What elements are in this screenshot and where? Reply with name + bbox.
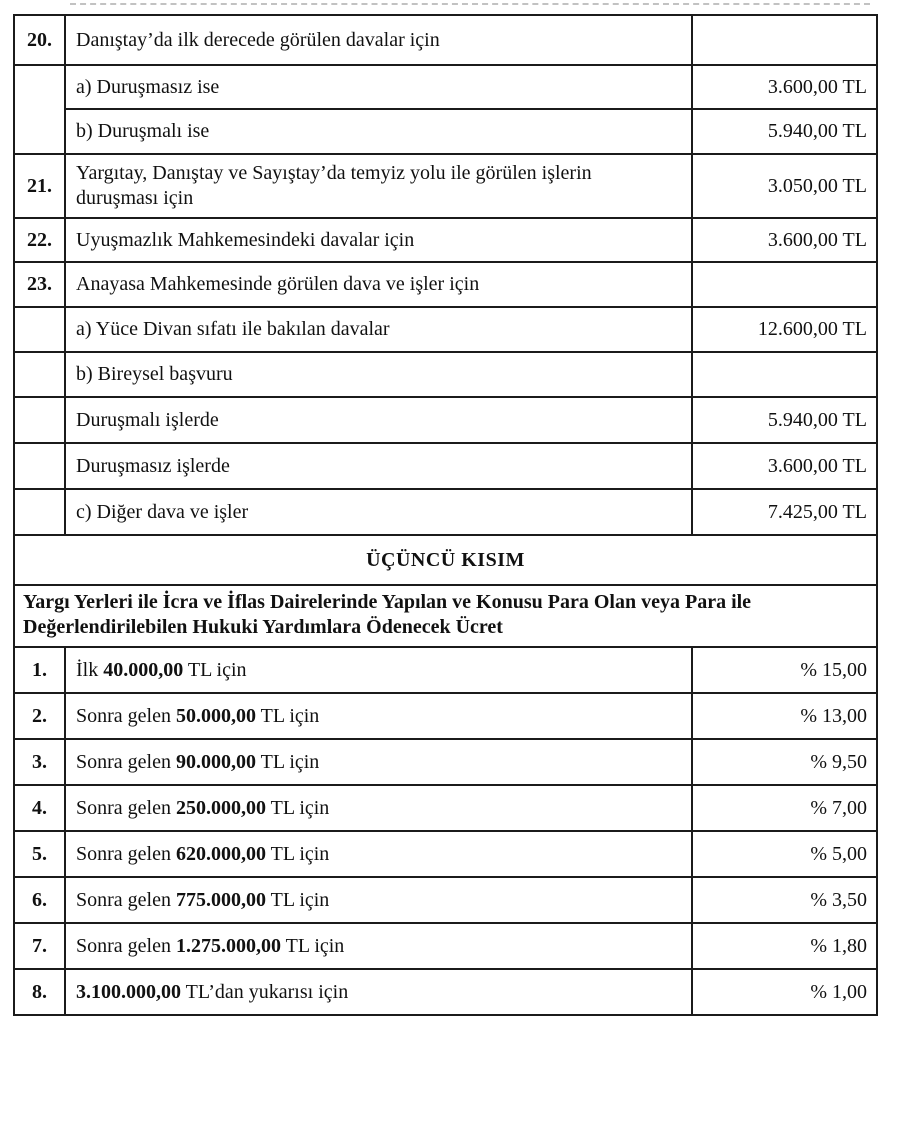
fee-row-20 <box>14 15 877 65</box>
row-description: c) Diğer dava ve işler <box>65 489 692 535</box>
row-description: Uyuşmazlık Mahkemesindeki davalar için <box>65 218 692 262</box>
scan-artifact-line <box>70 3 870 5</box>
row-amount: 3.600,00 TL <box>692 218 877 262</box>
fee-schedule <box>13 14 876 1016</box>
row-description <box>65 785 692 831</box>
rate-row-6 <box>14 877 877 923</box>
row-rate: % 9,50 <box>692 739 877 785</box>
row-amount <box>692 352 877 397</box>
row-description <box>65 923 692 969</box>
row-amount: 3.600,00 TL <box>692 443 877 489</box>
description-amount: 250.000,00 <box>175 796 266 819</box>
description-amount: 1.275.000,00 <box>175 934 281 957</box>
row-number: 3. <box>14 739 65 785</box>
rate-row-2 <box>14 693 877 739</box>
row-number-empty <box>14 65 65 154</box>
row-description: b) Duruşmalı ise <box>65 109 692 154</box>
row-amount <box>692 262 877 307</box>
description-amount: 3.100.000,00 <box>76 980 181 1003</box>
rate-row-5 <box>14 831 877 877</box>
row-rate: % 5,00 <box>692 831 877 877</box>
rate-row-4 <box>14 785 877 831</box>
row-rate: % 15,00 <box>692 647 877 693</box>
description-text: Sonra gelen <box>76 842 176 865</box>
description-amount: 620.000,00 <box>175 842 266 865</box>
row-number: 20. <box>14 15 65 65</box>
fee-row-20b <box>14 109 877 154</box>
section-header-line1: Yargı Yerleri ile İcra ve İflas Dairelerinde Yapılan ve Konusu Para Olan veya Para ile <box>23 591 752 613</box>
row-description: Duruşmasız işlerde <box>65 443 692 489</box>
fee-row-21 <box>14 154 877 218</box>
fee-row-22 <box>14 218 877 262</box>
row-description: a) Yüce Divan sıfatı ile bakılan davalar <box>65 307 692 352</box>
description-amount: 775.000,00 <box>175 888 266 911</box>
fee-row-23b <box>14 352 877 397</box>
description-amount: 50.000,00 <box>175 704 256 727</box>
row-number-empty <box>14 397 65 443</box>
row-description: Yargıtay, Danıştay ve Sayıştay’da temyiz yolu ile görülen işlerin duruşması için <box>65 154 692 218</box>
description-text: Sonra gelen <box>76 888 176 911</box>
row-number: 7. <box>14 923 65 969</box>
section-header-line2: Değerlendirilebilen Hukuki Yardımlara Ödenecek Ücret <box>23 616 503 638</box>
description-text: Sonra gelen <box>76 704 176 727</box>
fee-row-23 <box>14 262 877 307</box>
row-amount: 12.600,00 TL <box>692 307 877 352</box>
description-text: TL için <box>265 888 330 911</box>
description-text: İlk <box>76 658 104 681</box>
description-text: Sonra gelen <box>76 796 176 819</box>
row-number: 21. <box>14 154 65 218</box>
row-rate: % 1,00 <box>692 969 877 1015</box>
fee-schedule-table <box>13 14 878 1016</box>
row-number: 2. <box>14 693 65 739</box>
row-amount: 3.600,00 TL <box>692 65 877 109</box>
fee-row-20a <box>14 65 877 109</box>
row-description <box>65 693 692 739</box>
row-description: Duruşmalı işlerde <box>65 397 692 443</box>
description-text: TL için <box>255 704 320 727</box>
row-amount: 5.940,00 TL <box>692 397 877 443</box>
row-rate: % 13,00 <box>692 693 877 739</box>
section-title: ÜÇÜNCÜ KISIM <box>14 535 877 585</box>
row-description: a) Duruşmasız ise <box>65 65 692 109</box>
row-number: 5. <box>14 831 65 877</box>
description-text: TL için <box>255 750 320 773</box>
row-description: b) Bireysel başvuru <box>65 352 692 397</box>
row-number: 8. <box>14 969 65 1015</box>
row-rate: % 1,80 <box>692 923 877 969</box>
description-text: TL için <box>265 796 330 819</box>
rate-row-7 <box>14 923 877 969</box>
row-description <box>65 877 692 923</box>
description-amount: 90.000,00 <box>175 750 256 773</box>
row-amount: 7.425,00 TL <box>692 489 877 535</box>
row-amount <box>692 15 877 65</box>
fee-row-23b-durusmasiz <box>14 443 877 489</box>
section-header-row <box>14 585 877 647</box>
description-text: Sonra gelen <box>76 750 176 773</box>
description-text: TL için <box>265 842 330 865</box>
row-number: 22. <box>14 218 65 262</box>
row-number-empty <box>14 352 65 397</box>
description-text: TL için <box>280 934 345 957</box>
row-number: 6. <box>14 877 65 923</box>
fee-row-23a <box>14 307 877 352</box>
row-number: 4. <box>14 785 65 831</box>
section-header <box>14 585 877 647</box>
fee-row-23c <box>14 489 877 535</box>
description-amount: 40.000,00 <box>103 658 184 681</box>
row-description <box>65 831 692 877</box>
description-text: Sonra gelen <box>76 934 176 957</box>
row-description <box>65 739 692 785</box>
row-amount: 5.940,00 TL <box>692 109 877 154</box>
row-description: Danıştay’da ilk derecede görülen davalar için <box>65 15 692 65</box>
row-description <box>65 969 692 1015</box>
row-amount: 3.050,00 TL <box>692 154 877 218</box>
description-text: TL için <box>183 658 247 681</box>
row-description: Anayasa Mahkemesinde görülen dava ve işler için <box>65 262 692 307</box>
row-rate: % 7,00 <box>692 785 877 831</box>
row-number: 1. <box>14 647 65 693</box>
row-number: 23. <box>14 262 65 307</box>
row-number-empty <box>14 489 65 535</box>
rate-row-8 <box>14 969 877 1015</box>
row-description <box>65 647 692 693</box>
section-title-row <box>14 535 877 585</box>
rate-row-1 <box>14 647 877 693</box>
fee-row-23b-durusmali <box>14 397 877 443</box>
rate-row-3 <box>14 739 877 785</box>
row-rate: % 3,50 <box>692 877 877 923</box>
row-number-empty <box>14 443 65 489</box>
description-text: TL’dan yukarısı için <box>181 980 349 1003</box>
row-number-empty <box>14 307 65 352</box>
